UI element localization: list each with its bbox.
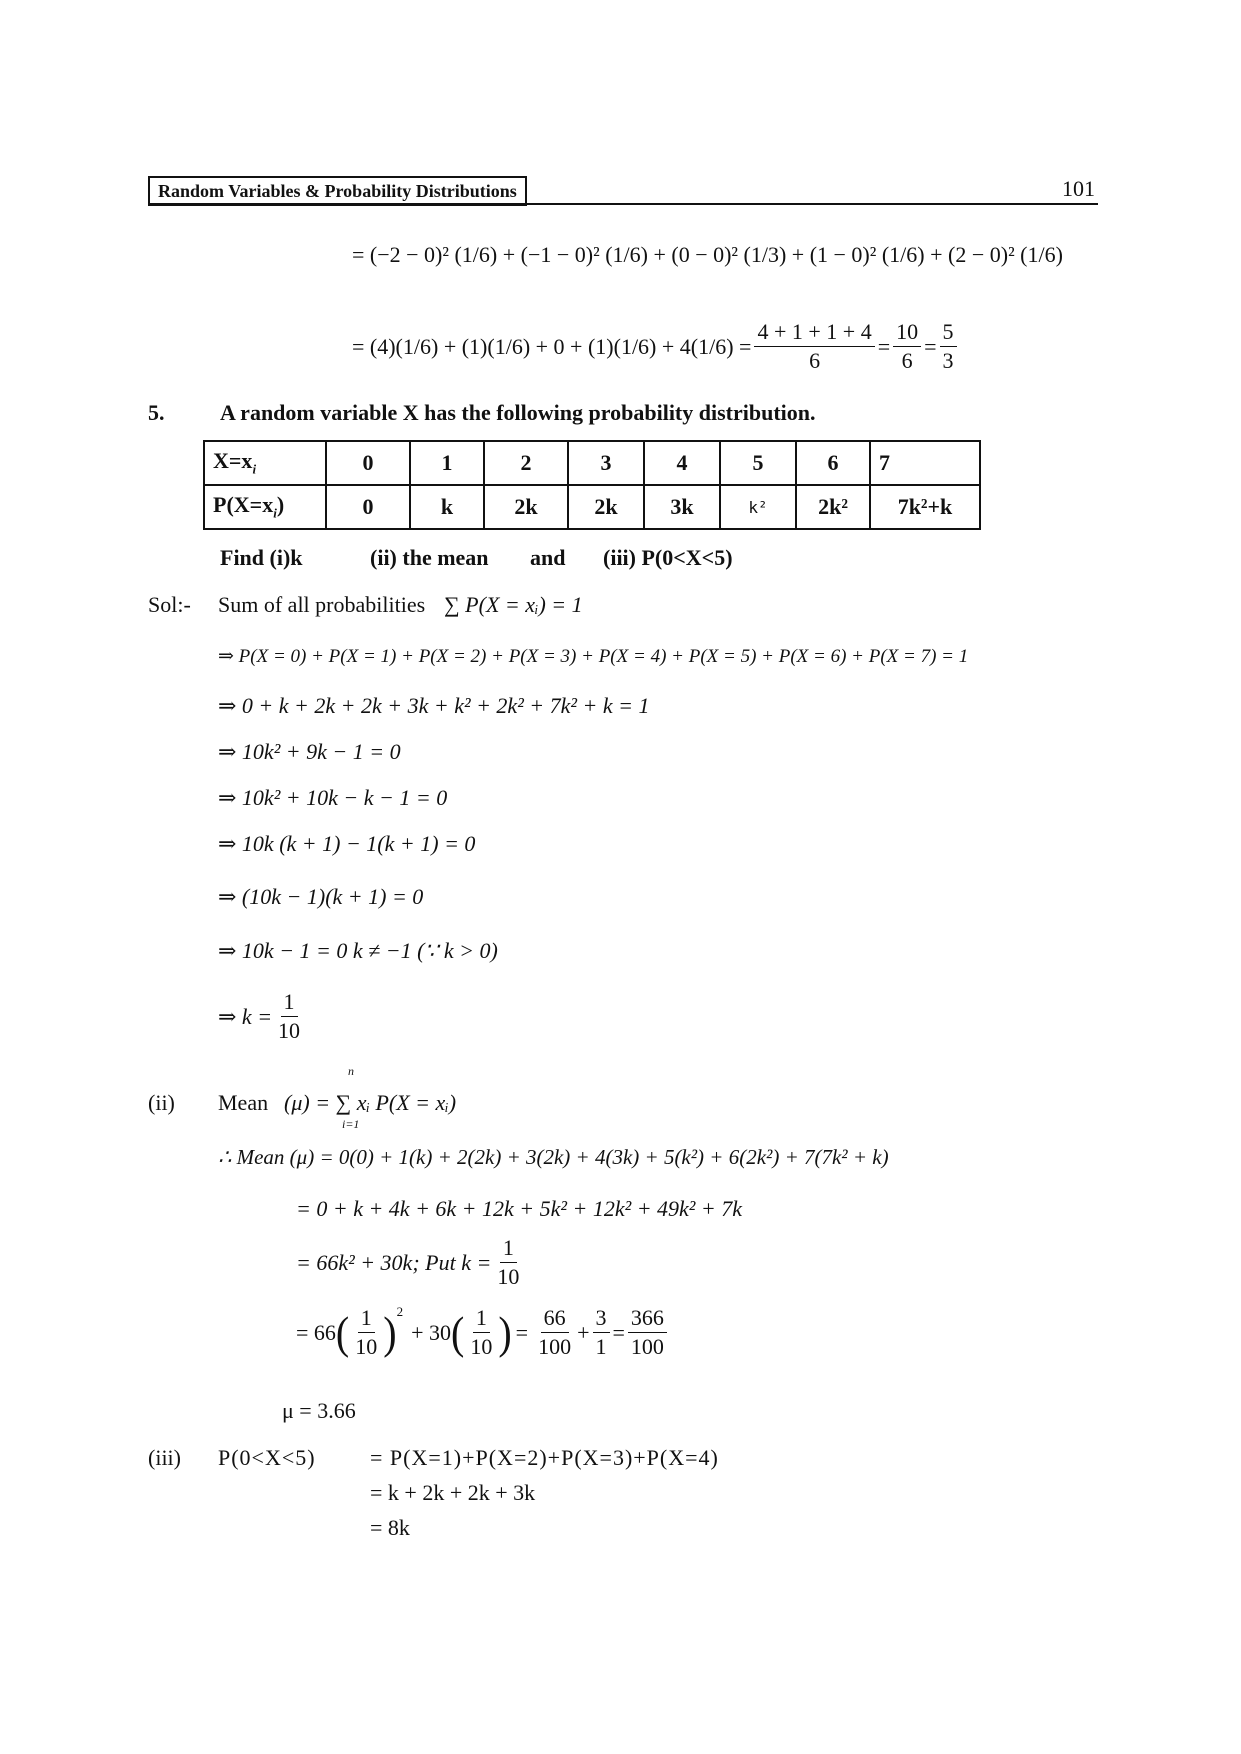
solution-label: Sol:- <box>148 592 191 617</box>
table-header-p: $P(X=x_i)$ <box>204 485 326 529</box>
fraction-66-100-den: 100 <box>538 1334 572 1359</box>
table-cell: 2k² <box>796 485 870 529</box>
fraction-one-tenth-a-den: 10 <box>355 1334 378 1359</box>
square-exponent: 2 <box>396 1304 404 1319</box>
fraction-3-1-num: 3 <box>593 1304 610 1333</box>
distribution-table <box>203 440 981 530</box>
fraction-sum-num: 4 + 1 + 1 + 4 <box>754 318 874 347</box>
table-cell: 4 <box>644 441 720 485</box>
mean-line-4-a: = 66 <box>296 1319 336 1345</box>
equals-sign-2: = <box>924 333 937 359</box>
mean-result: μ = 3.66 <box>282 1398 356 1423</box>
table-header-x: $X=x_i$ <box>204 441 326 485</box>
part-iii-line-1: = P(X=1)+P(X=2)+P(X=3)+P(X=4) <box>370 1445 719 1470</box>
table-cell: 2k <box>568 485 644 529</box>
part-iii-label: (iii) <box>148 1445 181 1470</box>
sum-text: Sum of all probabilities <box>218 592 426 617</box>
mean-line-4-plus: + <box>577 1319 590 1345</box>
table-cell: 7k²+k <box>870 485 980 529</box>
fraction-put-k-den: 10 <box>497 1264 520 1289</box>
part-iii-line-3: = 8k <box>370 1515 410 1540</box>
solution-line-3: ⇒ 10k² + 9k − 1 = 0 <box>218 739 401 764</box>
find-and: and <box>530 545 566 570</box>
fraction-10-6-den: 6 <box>901 348 913 373</box>
solution-line-8 <box>218 988 306 1045</box>
variance-line-2-prefix: = (4)(1/6) + (1)(1/6) + 0 + (1)(1/6) + 4(1/6) = <box>352 333 752 359</box>
solution-line-8-prefix: ⇒ k = <box>218 1003 273 1029</box>
fraction-put-k-num: 1 <box>500 1234 517 1263</box>
mean-line-2: = 0 + k + 4k + 6k + 12k + 5k² + 12k² + 49k² + 7k <box>296 1196 743 1221</box>
fraction-k <box>275 988 303 1045</box>
mean-expression: (μ) = ∑ xᵢ P(X = xᵢ) <box>284 1090 457 1115</box>
mean-line-3 <box>296 1234 525 1291</box>
variance-line-1: = (−2 − 0)² (1/6) + (−1 − 0)² (1/6) + (0 − 0)² (1/3) + (1 − 0)² (1/6) + (2 − 0)² (1/6) <box>352 242 1063 267</box>
part-iii-lhs: P(0<X<5) <box>218 1445 316 1470</box>
mean-line-1: ∴ Mean (μ) = 0(0) + 1(k) + 2(2k) + 3(2k) + 4(3k) + 5(k²) + 6(2k²) + 7(7k² + k) <box>218 1145 889 1169</box>
fraction-3-1-den: 1 <box>595 1334 607 1359</box>
mean-text: Mean <box>218 1090 269 1115</box>
table-cell: 1 <box>410 441 484 485</box>
table-cell: 7 <box>870 441 980 485</box>
solution-line-1: ⇒ P(X = 0) + P(X = 1) + P(X = 2) + P(X = 3) + P(X = 4) + P(X = 5) + P(X = 6) + P(X = 7) = 1 <box>218 646 969 667</box>
paren-close-icon: ) <box>498 1306 512 1358</box>
sum-expression: ∑ P(X = xᵢ) = 1 <box>444 592 583 617</box>
table-cell: 6 <box>796 441 870 485</box>
fraction-10-6-num: 10 <box>893 318 921 347</box>
fraction-put-k <box>494 1234 522 1291</box>
mean-line-3-prefix: = 66k² + 30k; Put k = <box>296 1249 492 1275</box>
part-ii-label: (ii) <box>148 1090 175 1115</box>
equals-sign: = <box>877 333 891 359</box>
mean-line-4 <box>296 1304 670 1361</box>
fraction-5-3-num: 5 <box>940 318 957 347</box>
solution-line-4: ⇒ 10k² + 10k − k − 1 = 0 <box>218 785 448 810</box>
table-cell: 3k <box>644 485 720 529</box>
fraction-sum <box>754 318 874 375</box>
fraction-3-1 <box>593 1304 610 1361</box>
find-iii: (iii) P(0<X<5) <box>603 545 733 570</box>
fraction-sum-den: 6 <box>809 348 821 373</box>
part-iii-line-2: = k + 2k + 2k + 3k <box>370 1480 536 1505</box>
fraction-k-num: 1 <box>281 988 298 1017</box>
mean-line-4-eq: = <box>515 1319 529 1345</box>
solution-line-2: ⇒ 0 + k + 2k + 2k + 3k + k² + 2k² + 7k² + k = 1 <box>218 693 650 718</box>
fraction-5-3 <box>940 318 957 375</box>
find-i: Find (i)k <box>220 545 303 570</box>
table-cell: k² <box>720 485 796 529</box>
fraction-366-100 <box>628 1304 667 1361</box>
fraction-366-100-den: 100 <box>630 1334 664 1359</box>
table-cell: 0 <box>326 441 410 485</box>
page-number: 101 <box>1062 176 1095 201</box>
fraction-one-tenth-b-num: 1 <box>473 1304 490 1333</box>
paren-close-icon: ) <box>383 1306 397 1358</box>
table-cell: 2k <box>484 485 568 529</box>
fraction-one-tenth-a-num: 1 <box>358 1304 375 1333</box>
fraction-66-100-num: 66 <box>541 1304 569 1333</box>
solution-line-6: ⇒ (10k − 1)(k + 1) = 0 <box>218 884 424 909</box>
sum-lower-limit: i=1 <box>342 1117 360 1131</box>
fraction-10-6 <box>893 318 921 375</box>
problem-statement: A random variable X has the following probability distribution. <box>220 400 816 425</box>
fraction-366-100-num: 366 <box>628 1304 667 1333</box>
variance-line-2 <box>352 318 960 375</box>
solution-line-5: ⇒ 10k (k + 1) − 1(k + 1) = 0 <box>218 831 476 856</box>
table-cell: 0 <box>326 485 410 529</box>
running-header: Random Variables & Probability Distributions <box>148 176 527 206</box>
header-rule <box>148 203 1098 205</box>
table-row-p <box>204 485 980 529</box>
problem-number: 5. <box>148 400 165 425</box>
sum-upper-limit: n <box>348 1064 354 1078</box>
table-cell: 2 <box>484 441 568 485</box>
paren-open-icon: ( <box>451 1306 465 1358</box>
table-cell: k <box>410 485 484 529</box>
table-cell: 3 <box>568 441 644 485</box>
mean-line-4-b: + 30 <box>411 1319 451 1345</box>
fraction-one-tenth-b <box>467 1304 495 1361</box>
fraction-5-3-den: 3 <box>942 348 954 373</box>
find-ii: (ii) the mean <box>370 545 489 570</box>
table-row-x <box>204 441 980 485</box>
paren-open-icon: ( <box>335 1306 350 1358</box>
table-cell: 5 <box>720 441 796 485</box>
fraction-one-tenth-a <box>352 1304 380 1361</box>
mean-line-4-eq2: = <box>612 1319 625 1345</box>
fraction-one-tenth-b-den: 10 <box>470 1334 493 1359</box>
solution-line-7: ⇒ 10k − 1 = 0 k ≠ −1 (∵ k > 0) <box>218 938 498 963</box>
fraction-66-100 <box>535 1304 574 1361</box>
fraction-k-den: 10 <box>278 1018 301 1043</box>
